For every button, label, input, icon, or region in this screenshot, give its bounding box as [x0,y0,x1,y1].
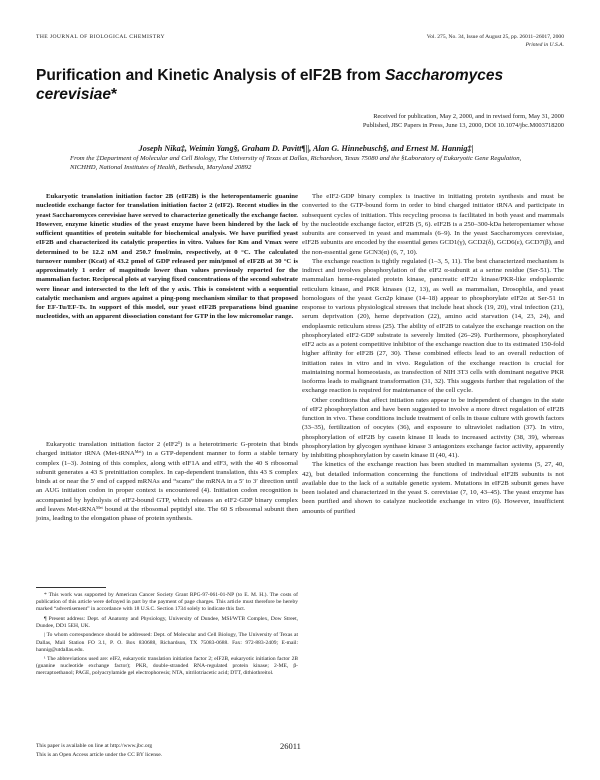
abstract: Eukaryotic translation initiation factor 2B (eIF2B) is the heteropentameric guanine nucleotide exchange factor for translation initiation factor 2 (eIF2). Recent studies in the yeast Saccharomyces cerevisiae have served to characterize genetically the exchange factor. However, enzyme kinetic studies of the yeast enzyme have been hindered by the lack of sufficient quantities of protein suitable for biochemical analysis. We have purified yeast eIF2B and characterized its catalytic properties in vitro. Values for Km and Vmax were determined to be 12.2 nM and 250.7 fmol/min, respectively, at 0 °C. The calculated turnover number (Kcat) of 43.2 pmol of GDP released per min/pmol of eIF2B at 30 °C is approximately 1 order of magnitude lower than values previously reported for the mammalian factor. Reciprocal plots at varying fixed concentrations of the second substrate were linear and intersected to the left of the y axis. This is consistent with a sequential catalytic mechanism and argues against a ping-pong mechanism similar to that proposed for EF-Tu/EF-Ts. In support of this model, our yeast eIF2B preparations bind guanine nucleotides, with an apparent dissociation constant for GTP in the low micromolar range. [36,193,298,321]
introduction-paragraph: Eukaryotic translation initiation factor 2 (eIF2¹) is a heterotrimeric G-protein that binds charged initiator tRNA (Met-tRNAᴹᵉᵗ) in a GTP-dependent manner to form a stable ternary complex (1–3). Joining of this complex, along with eIF1A and eIF3, with the 40 S ribosomal subunit generates a 43 S preinitiation complex. In cap-dependent translation, this 43 S complex binds at or near the 5′ end of capped mRNAs and “scans” the mRNA in a 5′ to 3′ direction until an AUG initiation codon in proper context is encountered (4). Initiation codon recognition is accompanied by hydrolysis of eIF2-bound GTP, which releases an eIF2·GDP binary complex and leaves Met-tRNAᴹᵉᵗ bound at the ribosomal peptidyl site. The 60 S ribosomal subunit then joins, leading to the elongation phase of protein synthesis. [36,441,298,522]
published-line: Published, JBC Papers in Press, June 13, 2000, DOI 10.1074/jbc.M003718200 [362,122,564,129]
body-paragraph: The exchange reaction is tightly regulated (1–3, 5, 11). The best characterized mechanism is indirect and involves phosphorylation of the eIF2 α-subunit at a serine residue (Ser-51). The mammalian heme-regulated protein kinase, pancreatic eIF2α kinase/PKR-like endoplasmic reticulum kinase, and PKR kinases (12, 13), as well as mammalian, Drosophila, and yeast homologues of the yeast Gcn2p kinase (14–18) appear to phosphorylate eIF2α at Ser-51 in response to various physiological stresses that include heat shock (19, 20), viral infection (21), serum deprivation (20), heme deprivation (22), amino acid starvation (14, 23, 24), and endoplasmic reticulum stress (25). The ability of eIF2B to catalyze the exchange reaction on the phosphorylated eIF2·GDP substrate is severely limited (26–29). Furthermore, phosphorylated eIF2 acts as a potent competitive inhibitor of the exchange reaction due to its estimated 150-fold higher affinity for eIF2B (27, 30). These combined effects lead to an overall reduction of initiation rates in vitro and in vivo. Regulation of the exchange reaction is crucial for maintaining normal homeostasis, as transfection of NIH 3T3 cells with dominant negative PKR isoforms leads to malignant transformation (31, 32). This suggests further that regulation of the exchange reaction is required for maintenance of the cell cycle. [302,257,564,395]
open-access-note: This is an Open Access article under the CC BY license. [36,752,163,758]
title-main: Purification and Kinetic Analysis of eIF2B from [36,67,386,84]
footnote-funding: * This work was supported by American Cancer Society Grant RPG-97-061-01-NP (to E. M. H.). The costs of publication of this article were defrayed in part by the payment of page charges. This article must therefore be hereby marked “advertisement” in accordance with 18 U.S.C. Section 1734 solely to indicate this fact. [36,592,298,613]
affiliations: From the ‡Department of Molecular and Cell Biology, The University of Texas at Dallas, Richardson, Texas 75080 and the §Laboratory of Eukaryotic Gene Regulation, NICHHD, National Institutes of Health, Bethesda, Maryland 20892 [70,155,522,171]
footnote-rule [36,587,106,588]
body-paragraph: The eIF2·GDP binary complex is inactive in initiating protein synthesis and must be converted to the GTP-bound form in order to bind charged initiator tRNA and participate in subsequent cycles of initiation. This recycling process is facilitated in both yeast and mammals by the nucleotide exchange factor, eIF2B (5, 6). eIF2B is a 250–300-kDa heteropentamer whose subunits are conserved in yeast and mammals (6–9). In the yeast Saccharomyces cerevisiae, eIF2B subunits are encoded by the essential genes GCD1(γ), GCD2(δ), GCD6(ε), GCD7(β), and the non-essential gene GCN3(α) (6, 7, 10). [302,193,564,256]
footnote-correspondence: | To whom correspondence should be addressed: Dept. of Molecular and Cell Biology, The University of Texas at Dallas, Mail Station FO 3.1, P. O. Box 830688, Richardson, TX 75083-0688. Fax: 972-883-2409; E-mail: hannig@utdallas.edu. [36,632,298,653]
right-column-text [302,192,564,516]
footnote-abbreviations: ¹ The abbreviations used are: eIF2, eukaryotic translation initiation factor 2; eIF2B, eukaryotic initiation factor 2B (guanine nucleotide exchange factor); PKR, double-stranded RNA-regulated protein kinase; 2-ME, β-mercaptoethanol; PAGE, polyacrylamide gel electrophoresis; NTA, nitrilotriacetic acid; DTT, dithiothreitol. [36,656,298,677]
journal-name: THE JOURNAL OF BIOLOGICAL CHEMISTRY [36,34,165,40]
title-species: Saccharomyces cerevisiae [36,67,504,103]
publication-history [64,112,564,130]
availability-note: This paper is available on line at http://www.jbc.org [36,743,153,749]
issue-info [427,34,564,49]
volume-line: Vol. 275, No. 34, Issue of August 25, pp. 26011–26017, 2000 [426,34,564,40]
page-footer [36,742,162,760]
footnote-present-address: ¶ Present address: Dept. of Anatomy and Physiology, University of Dundee, MSI/WTB Complex, Dow Street, Dundee, DD1 5EH, UK. [36,615,298,629]
printed-line: Printed in U.S.A. [525,41,564,48]
article-title [36,66,576,104]
footnotes [36,592,298,680]
title-footnote-mark: * [111,86,118,103]
received-line: Received for publication, May 2, 2000, and in revised form, May 31, 2000 [373,113,564,120]
body-paragraph: Other conditions that affect initiation rates appear to be independent of changes in the state of eIF2 phosphorylation and have been suggested to involve a more direct regulation of eIF2B function in vivo. These conditions include treatment of cells in tissue culture with growth factors (33–35), fertilization of oocytes (36), and exposure to ultraviolet radiation (37). In vitro, phosphorylation of eIF2B by casein kinase II leads to increased activity (38, 39), whereas phosphorylation by glycogen synthase kinase 3 antagonizes exchange factor activity, apparently by inhibiting phosphorylation by casein kinase II (40, 41). [302,396,564,459]
body-paragraph: The kinetics of the exchange reaction has been studied in mammalian systems (5, 27, 40, 42), but detailed information concerning the functions of individual eIF2B subunits is not available due to the lack of a suitable genetic system. Mutations in eIF2B subunit genes have been isolated and characterized in the yeast S. cerevisiae (7, 10, 43–45). The yeast enzyme has been purified and shown to catalyze nucleotide exchange in vitro (6). However, insufficient amounts of purified [302,461,564,515]
author-list: Joseph Nika‡, Weimin Yang§, Graham D. Pavitt¶||, Alan G. Hinnebusch§, and Ernest M. Hannig‡| [138,144,474,153]
page-number: 26011 [280,741,301,751]
